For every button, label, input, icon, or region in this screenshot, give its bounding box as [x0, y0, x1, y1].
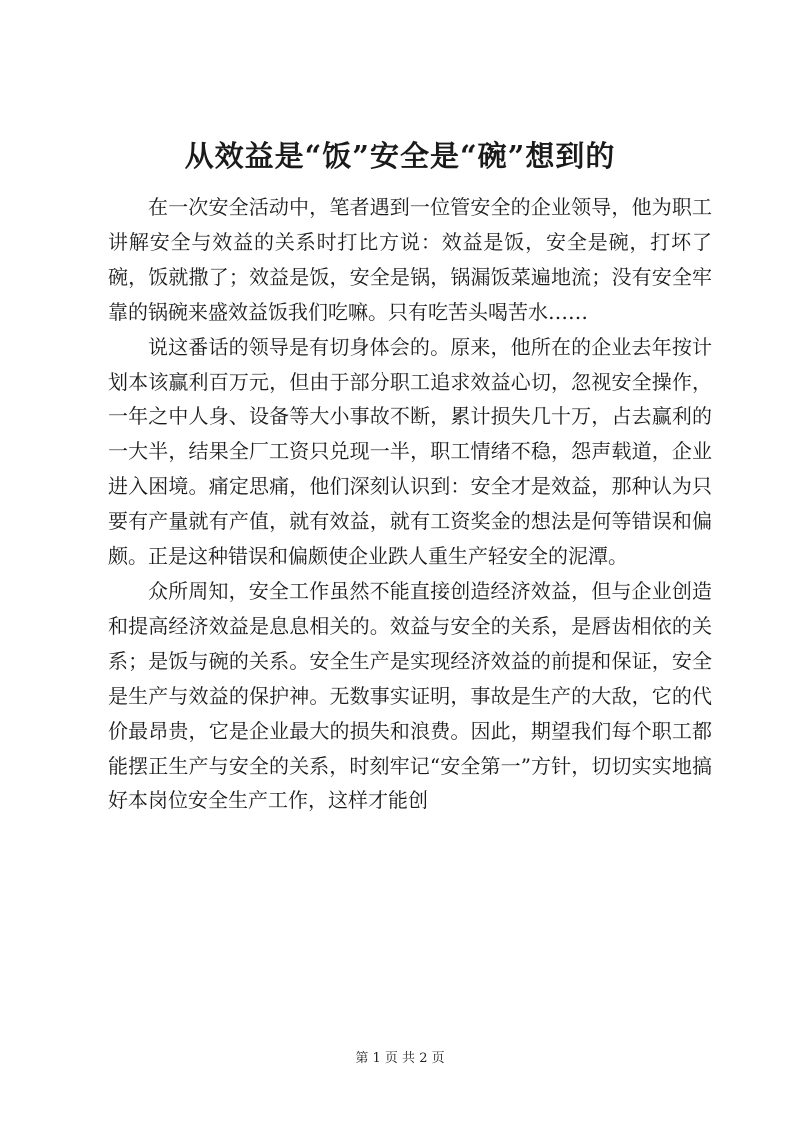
paragraph-3: 众所周知，安全工作虽然不能直接创造经济效益，但与企业创造和提高经济效益是息息相关的。效益与安全的关系，是唇齿相依的关系；是饭与碗的关系。安全生产是实现经济效益的前提和保证，安全是生产与效益的保护神。无数事实证明，事故是生产的大敌，它的代价最昂贵，它是企业最大的损失和浪费。因此，期望我们每个职工都能摆正生产与安全的关系，时刻牢记“安全第一”方针，切切实实地搞好本岗位安全生产工作，这样才能创 [108, 578, 712, 813]
document-title: 从效益是“饭”安全是“碗”想到的 [184, 139, 616, 173]
page-footer: 第 1 页 共 2 页 [355, 1051, 445, 1066]
paragraph-2: 说这番话的领导是有切身体会的。原来，他所在的企业去年按计划本该赢利百万元，但由于部分职工追求效益心切，忽视安全操作，一年之中人身、设备等大小事故不断，累计损失几十万，占去赢利的一大半，结果全厂工资只兑现一半，职工情绪不稳，怨声载道，企业进入困境。痛定思痛，他们深刻认识到：安全才是效益，那种认为只要有产量就有产值，就有效益，就有工资奖金的想法是何等错误和偏颇。正是这种错误和偏颇使企业跌人重生产轻安全的泥潭。 [108, 334, 712, 569]
document-body [108, 190, 712, 818]
paragraph-1: 在一次安全活动中，笔者遇到一位管安全的企业领导，他为职工讲解安全与效益的关系时打比方说：效益是饭，安全是碗，打坏了碗，饭就撒了；效益是饭，安全是锅，锅漏饭菜遍地流；没有安全牢靠的锅碗来盛效益饭我们吃嘛。只有吃苦头喝苦水…… [108, 195, 712, 324]
